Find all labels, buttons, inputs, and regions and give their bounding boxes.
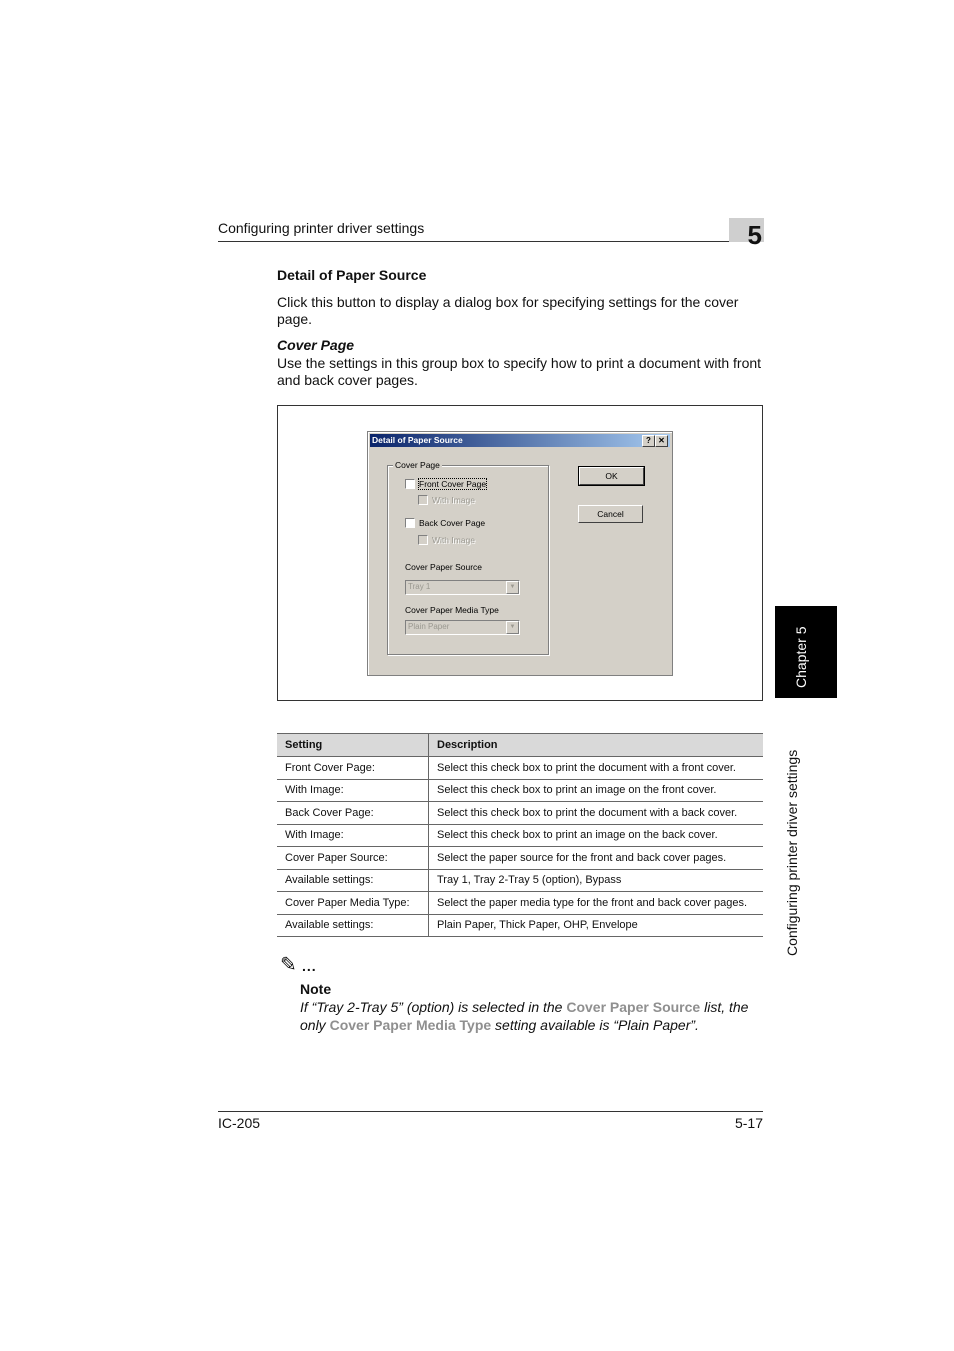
table-row xyxy=(277,757,763,780)
chapter-number: 5 xyxy=(747,220,762,250)
footer-rule xyxy=(218,1111,763,1112)
table-cell: Cover Paper Source: xyxy=(277,847,429,870)
table-row xyxy=(277,779,763,802)
note-ref-cover-paper-media-type: Cover Paper Media Type xyxy=(329,1017,492,1033)
table-cell: Back Cover Page: xyxy=(277,802,429,825)
table-row xyxy=(277,914,763,937)
cover-paper-source-select[interactable] xyxy=(405,580,520,595)
back-cover-checkbox[interactable] xyxy=(405,518,415,528)
header-title: Configuring printer driver settings xyxy=(218,220,425,236)
table-header-setting: Setting xyxy=(277,734,429,757)
group-label: Cover Page xyxy=(395,460,440,470)
help-icon[interactable]: ? xyxy=(642,435,655,447)
chevron-down-icon[interactable]: ▼ xyxy=(506,581,519,594)
cover-paper-source-value: Tray 1 xyxy=(408,582,431,591)
front-cover-label: Front Cover Page xyxy=(419,479,487,489)
cancel-button[interactable]: Cancel xyxy=(578,505,643,523)
chapter-box xyxy=(729,218,764,250)
back-cover-checkbox-row[interactable] xyxy=(405,518,485,528)
table-row xyxy=(277,869,763,892)
note-text-part: list, the only xyxy=(300,999,749,1033)
note-text xyxy=(300,998,770,1034)
front-with-image-checkbox-row[interactable] xyxy=(418,495,475,505)
ok-button[interactable]: OK xyxy=(579,467,644,485)
table-cell: Cover Paper Media Type: xyxy=(277,892,429,915)
front-with-image-checkbox[interactable] xyxy=(418,495,428,505)
footer-page-number: 5-17 xyxy=(734,1115,763,1131)
table-cell: Plain Paper, Thick Paper, OHP, Envelope xyxy=(429,914,764,937)
side-vertical-title: Configuring printer driver settings xyxy=(784,749,800,956)
settings-table xyxy=(277,733,763,937)
front-with-image-label: With Image xyxy=(432,495,475,505)
cover-paper-media-label: Cover Paper Media Type xyxy=(405,605,499,615)
table-cell: Front Cover Page: xyxy=(277,757,429,780)
table-header-description: Description xyxy=(429,734,764,757)
table-cell: Select this check box to print the document with a front cover. xyxy=(429,757,764,780)
dialog-title: Detail of Paper Source xyxy=(372,435,463,445)
cover-page-groupbox xyxy=(387,460,549,655)
cover-paper-media-select[interactable] xyxy=(405,620,520,635)
back-with-image-checkbox-row[interactable] xyxy=(418,535,475,545)
table-row xyxy=(277,847,763,870)
back-cover-label: Back Cover Page xyxy=(419,518,486,528)
note-dots: ... xyxy=(302,958,317,974)
close-icon[interactable]: ✕ xyxy=(655,435,668,447)
chapter-side-tab xyxy=(775,606,837,698)
header-rule xyxy=(218,241,763,242)
table-cell: Select the paper source for the front and back cover pages. xyxy=(429,847,764,870)
table-row xyxy=(277,892,763,915)
section-paragraph: Click this button to display a dialog box for specifying settings for the cover page. xyxy=(277,294,739,327)
section-heading: Detail of Paper Source xyxy=(277,267,427,283)
pencil-icon: ✎ xyxy=(280,954,297,976)
table-header-row xyxy=(277,734,763,757)
table-cell: Select this check box to print an image on the front cover. xyxy=(429,779,764,802)
cover-paper-source-label: Cover Paper Source xyxy=(405,562,483,572)
chevron-down-icon[interactable]: ▼ xyxy=(506,621,519,634)
table-cell: Tray 1, Tray 2-Tray 5 (option), Bypass xyxy=(429,869,764,892)
chapter-side-tab-label: Chapter 5 xyxy=(793,626,809,688)
table-cell: Available settings: xyxy=(277,914,429,937)
front-cover-checkbox[interactable] xyxy=(405,479,415,489)
back-with-image-checkbox[interactable] xyxy=(418,535,428,545)
table-cell: Select the paper media type for the front and back cover pages. xyxy=(429,892,764,915)
table-cell: Select this check box to print the document with a back cover. xyxy=(429,802,764,825)
cover-paper-media-value: Plain Paper xyxy=(408,622,450,631)
dialog-titlebar xyxy=(370,434,670,447)
note-text-part: If “Tray 2-Tray 5” (option) is selected in the xyxy=(300,999,567,1015)
note-text-part: setting available is “Plain Paper”. xyxy=(491,1017,699,1033)
back-with-image-label: With Image xyxy=(432,535,475,545)
table-cell: Select this check box to print an image on the back cover. xyxy=(429,824,764,847)
paper-source-dialog xyxy=(367,431,673,676)
front-cover-checkbox-row[interactable] xyxy=(405,479,486,489)
note-label: Note xyxy=(300,981,332,997)
table-cell: Available settings: xyxy=(277,869,429,892)
table-row xyxy=(277,824,763,847)
table-cell: With Image: xyxy=(277,824,429,847)
note-ref-cover-paper-source: Cover Paper Source xyxy=(566,999,701,1015)
table-cell: With Image: xyxy=(277,779,429,802)
footer-model: IC-205 xyxy=(218,1115,261,1131)
cover-page-paragraph: Use the settings in this group box to specify how to print a document with front and back cover pages. xyxy=(277,355,762,388)
cover-page-subheading: Cover Page xyxy=(277,337,355,353)
table-row xyxy=(277,802,763,825)
